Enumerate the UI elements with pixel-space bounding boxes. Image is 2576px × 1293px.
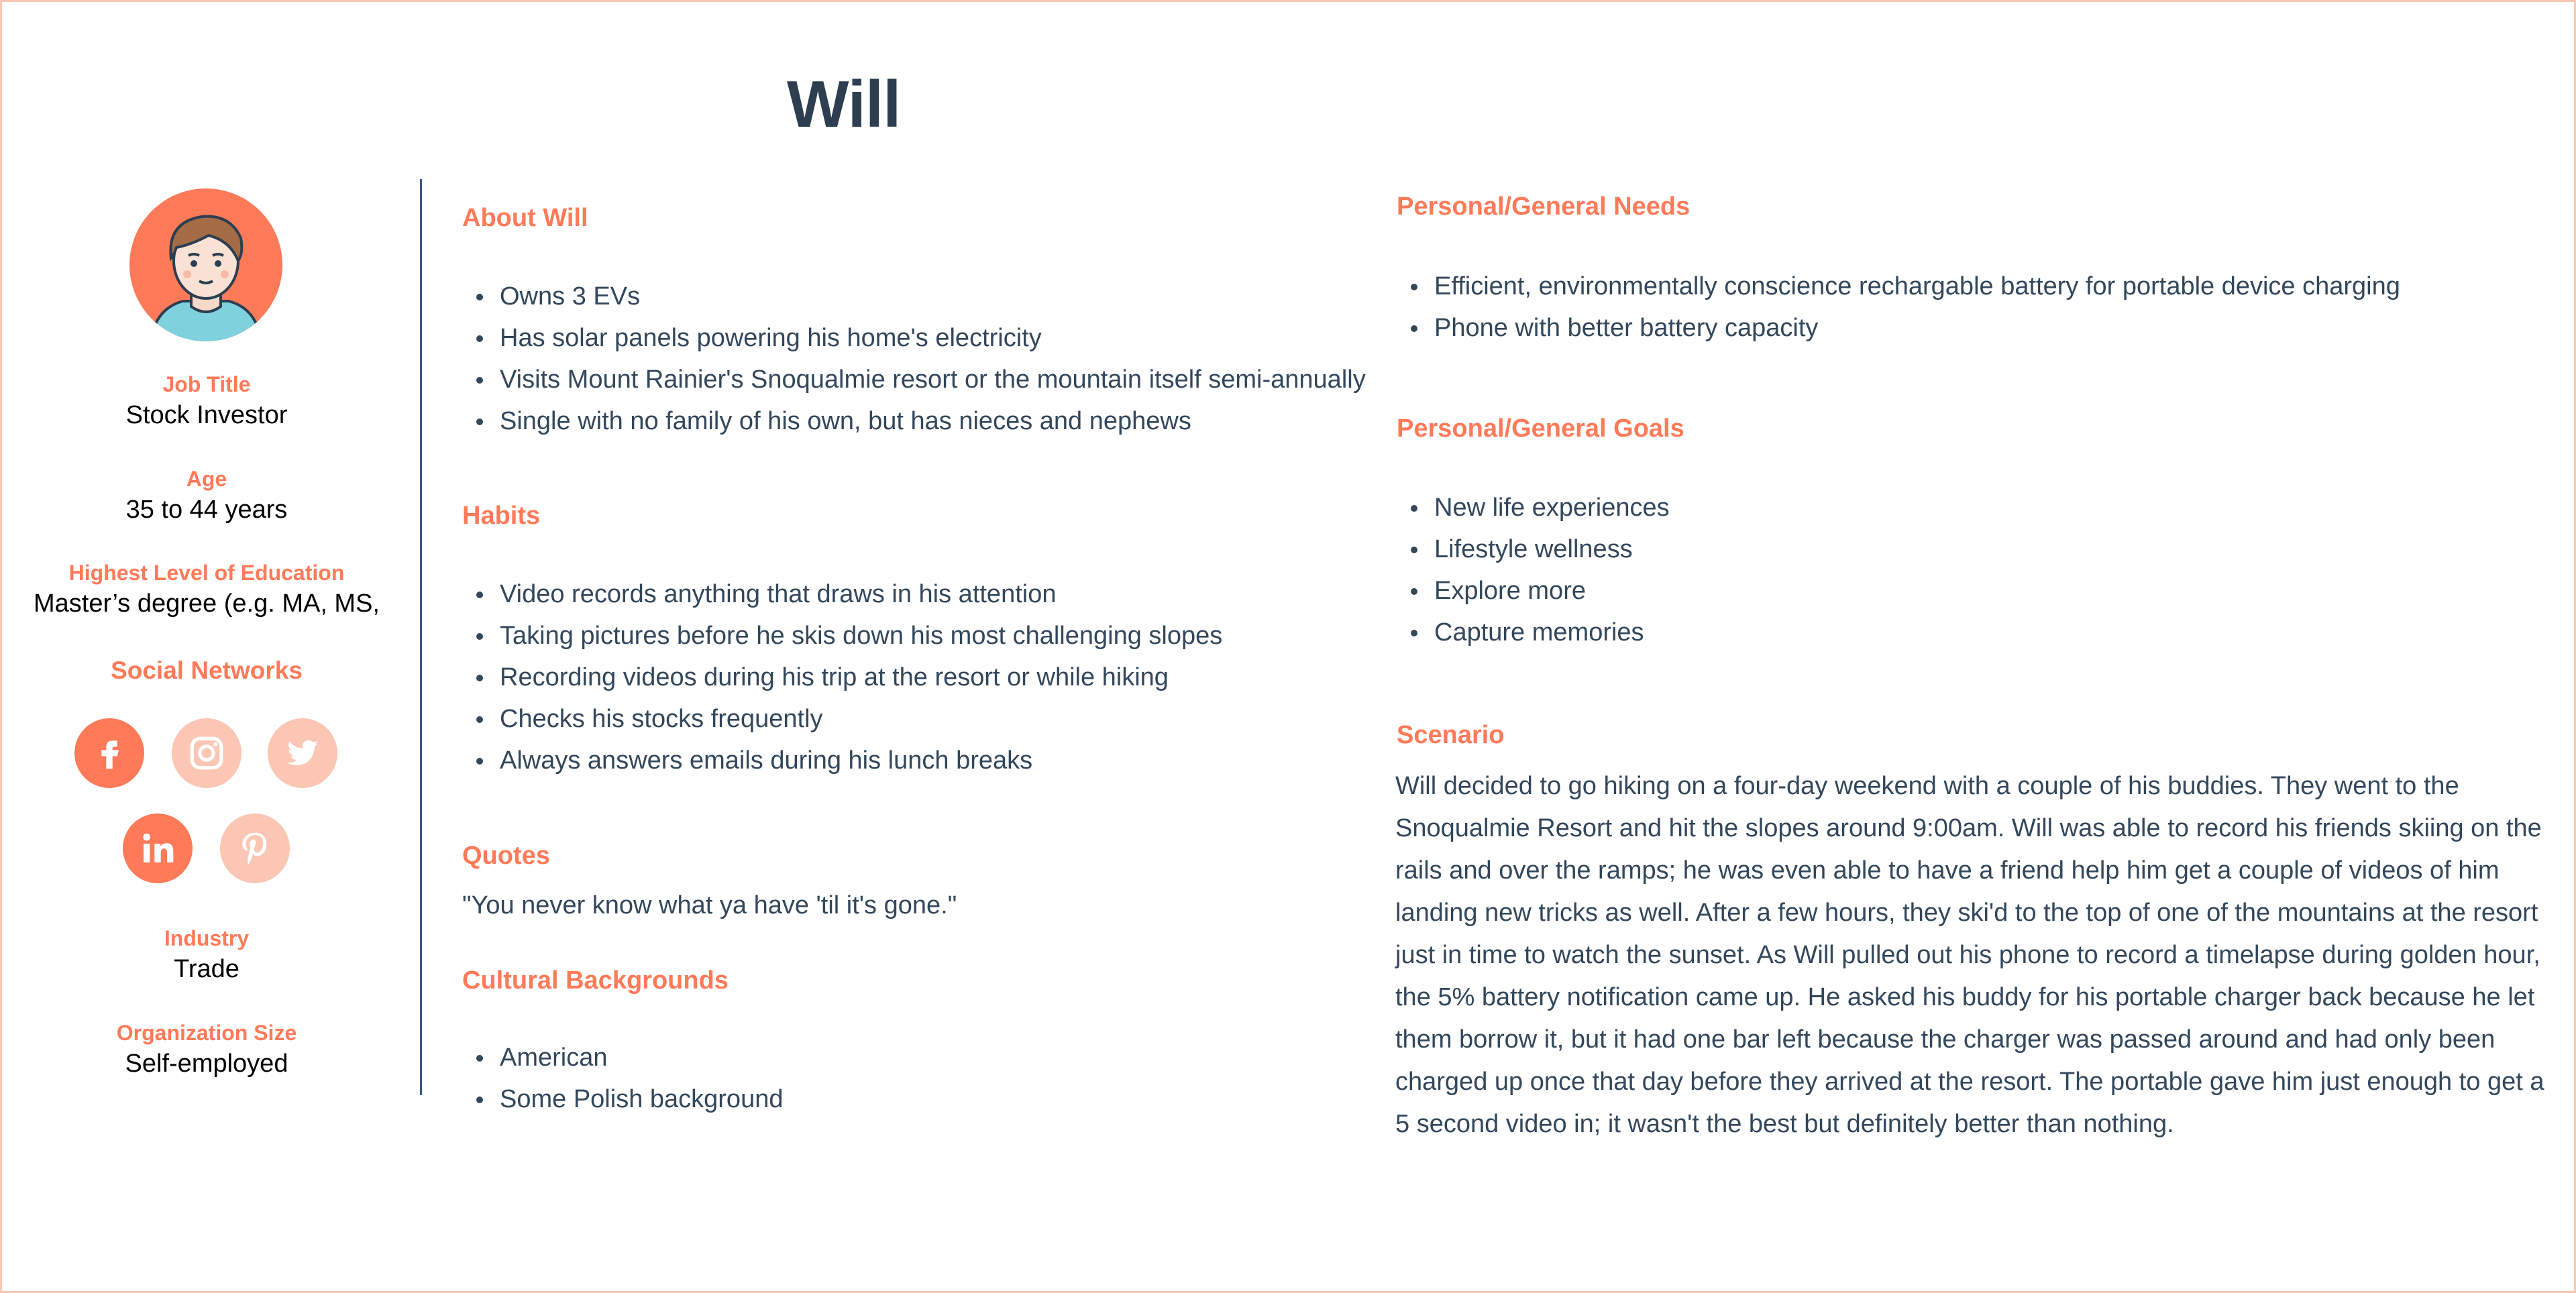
instagram-icon[interactable] xyxy=(172,718,241,788)
cultural-heading: Cultural Backgrounds xyxy=(462,966,729,995)
persona-name: Will xyxy=(787,67,901,141)
persona-sidebar xyxy=(2,2,411,1293)
education-field xyxy=(2,558,411,620)
about-list xyxy=(462,276,1366,442)
cultural-list xyxy=(462,1037,783,1120)
list-item: New life experiences xyxy=(1434,487,1670,528)
habits-heading: Habits xyxy=(462,502,541,530)
industry-value: Trade xyxy=(174,955,239,983)
goals-list xyxy=(1397,487,1670,653)
job-title-label: Job Title xyxy=(162,372,251,396)
list-item: Recording videos during his trip at the resort or while hiking xyxy=(500,657,1222,698)
list-item: Checks his stocks frequently xyxy=(500,698,1222,740)
industry-field xyxy=(2,923,411,985)
twitter-icon[interactable] xyxy=(268,718,337,788)
about-heading: About Will xyxy=(462,204,588,232)
facebook-icon[interactable] xyxy=(74,718,144,788)
org-size-field xyxy=(2,1018,411,1080)
list-item: Capture memories xyxy=(1434,612,1670,653)
scenario-text: Will decided to go hiking on a four-day weekend with a couple of his buddies. They went to the Snoqualmie Resort and hit the slopes around 9:00am. Will was able to record his friends skiing on the rails and over the ramps; he was even able to have a friend help him get a couple of videos of him landing new tricks as well. After a few hours, they ski'd to the top of one of the mountains at the resort just in time to watch the sunset. As Will pulled out his phone to record a timelapse during golden hour, the 5% battery notification came up. He asked his buddy for his portable charger back because he let them borrow it, but it had one bar left because the charger was passed around and had only been charged up once that day before they arrived at the resort. The portable gave him just enough to get a 5 second video in; it wasn't the best but definitely better than nothing. xyxy=(1395,772,2544,1138)
list-item: Lifestyle wellness xyxy=(1434,528,1670,570)
quotes-heading: Quotes xyxy=(462,842,550,870)
quote-text: "You never know what ya have 'til it's gone." xyxy=(462,891,957,919)
sidebar-divider xyxy=(420,179,422,1095)
list-item: Some Polish background xyxy=(500,1078,783,1120)
social-networks-label: Social Networks xyxy=(111,657,303,684)
needs-heading: Personal/General Needs xyxy=(1397,192,1690,221)
list-item: Always answers emails during his lunch breaks xyxy=(500,740,1222,781)
list-item: Single with no family of his own, but has nieces and nephews xyxy=(500,400,1366,442)
list-item: Has solar panels powering his home's electricity xyxy=(500,317,1366,359)
job-title-field xyxy=(2,370,411,431)
pinterest-icon[interactable] xyxy=(220,813,290,883)
age-label: Age xyxy=(186,467,227,491)
list-item: Owns 3 EVs xyxy=(500,276,1366,317)
list-item: Taking pictures before he skis down his most challenging slopes xyxy=(500,615,1222,657)
list-item: American xyxy=(500,1037,783,1078)
education-label: Highest Level of Education xyxy=(68,561,345,585)
age-value: 35 to 44 years xyxy=(125,496,288,524)
habits-list xyxy=(462,573,1222,781)
list-item: Efficient, environmentally conscience rechargable battery for portable device charging xyxy=(1434,266,2400,307)
scenario-heading: Scenario xyxy=(1397,721,1505,749)
org-size-label: Organization Size xyxy=(116,1021,297,1045)
industry-label: Industry xyxy=(164,926,250,950)
org-size-value: Self-employed xyxy=(125,1050,288,1078)
list-item: Video records anything that draws in his attention xyxy=(500,573,1222,615)
job-title-value: Stock Investor xyxy=(125,401,288,429)
list-item: Visits Mount Rainier's Snoqualmie resort or the mountain itself semi-annually xyxy=(500,359,1366,400)
needs-list xyxy=(1397,266,2400,349)
linkedin-icon[interactable] xyxy=(123,813,193,883)
avatar xyxy=(129,188,282,341)
list-item: Phone with better battery capacity xyxy=(1434,307,2400,349)
age-field xyxy=(2,464,411,526)
goals-heading: Personal/General Goals xyxy=(1397,414,1684,443)
list-item: Explore more xyxy=(1434,570,1670,612)
education-value: Master’s degree (e.g. MA, MS, xyxy=(33,589,380,618)
